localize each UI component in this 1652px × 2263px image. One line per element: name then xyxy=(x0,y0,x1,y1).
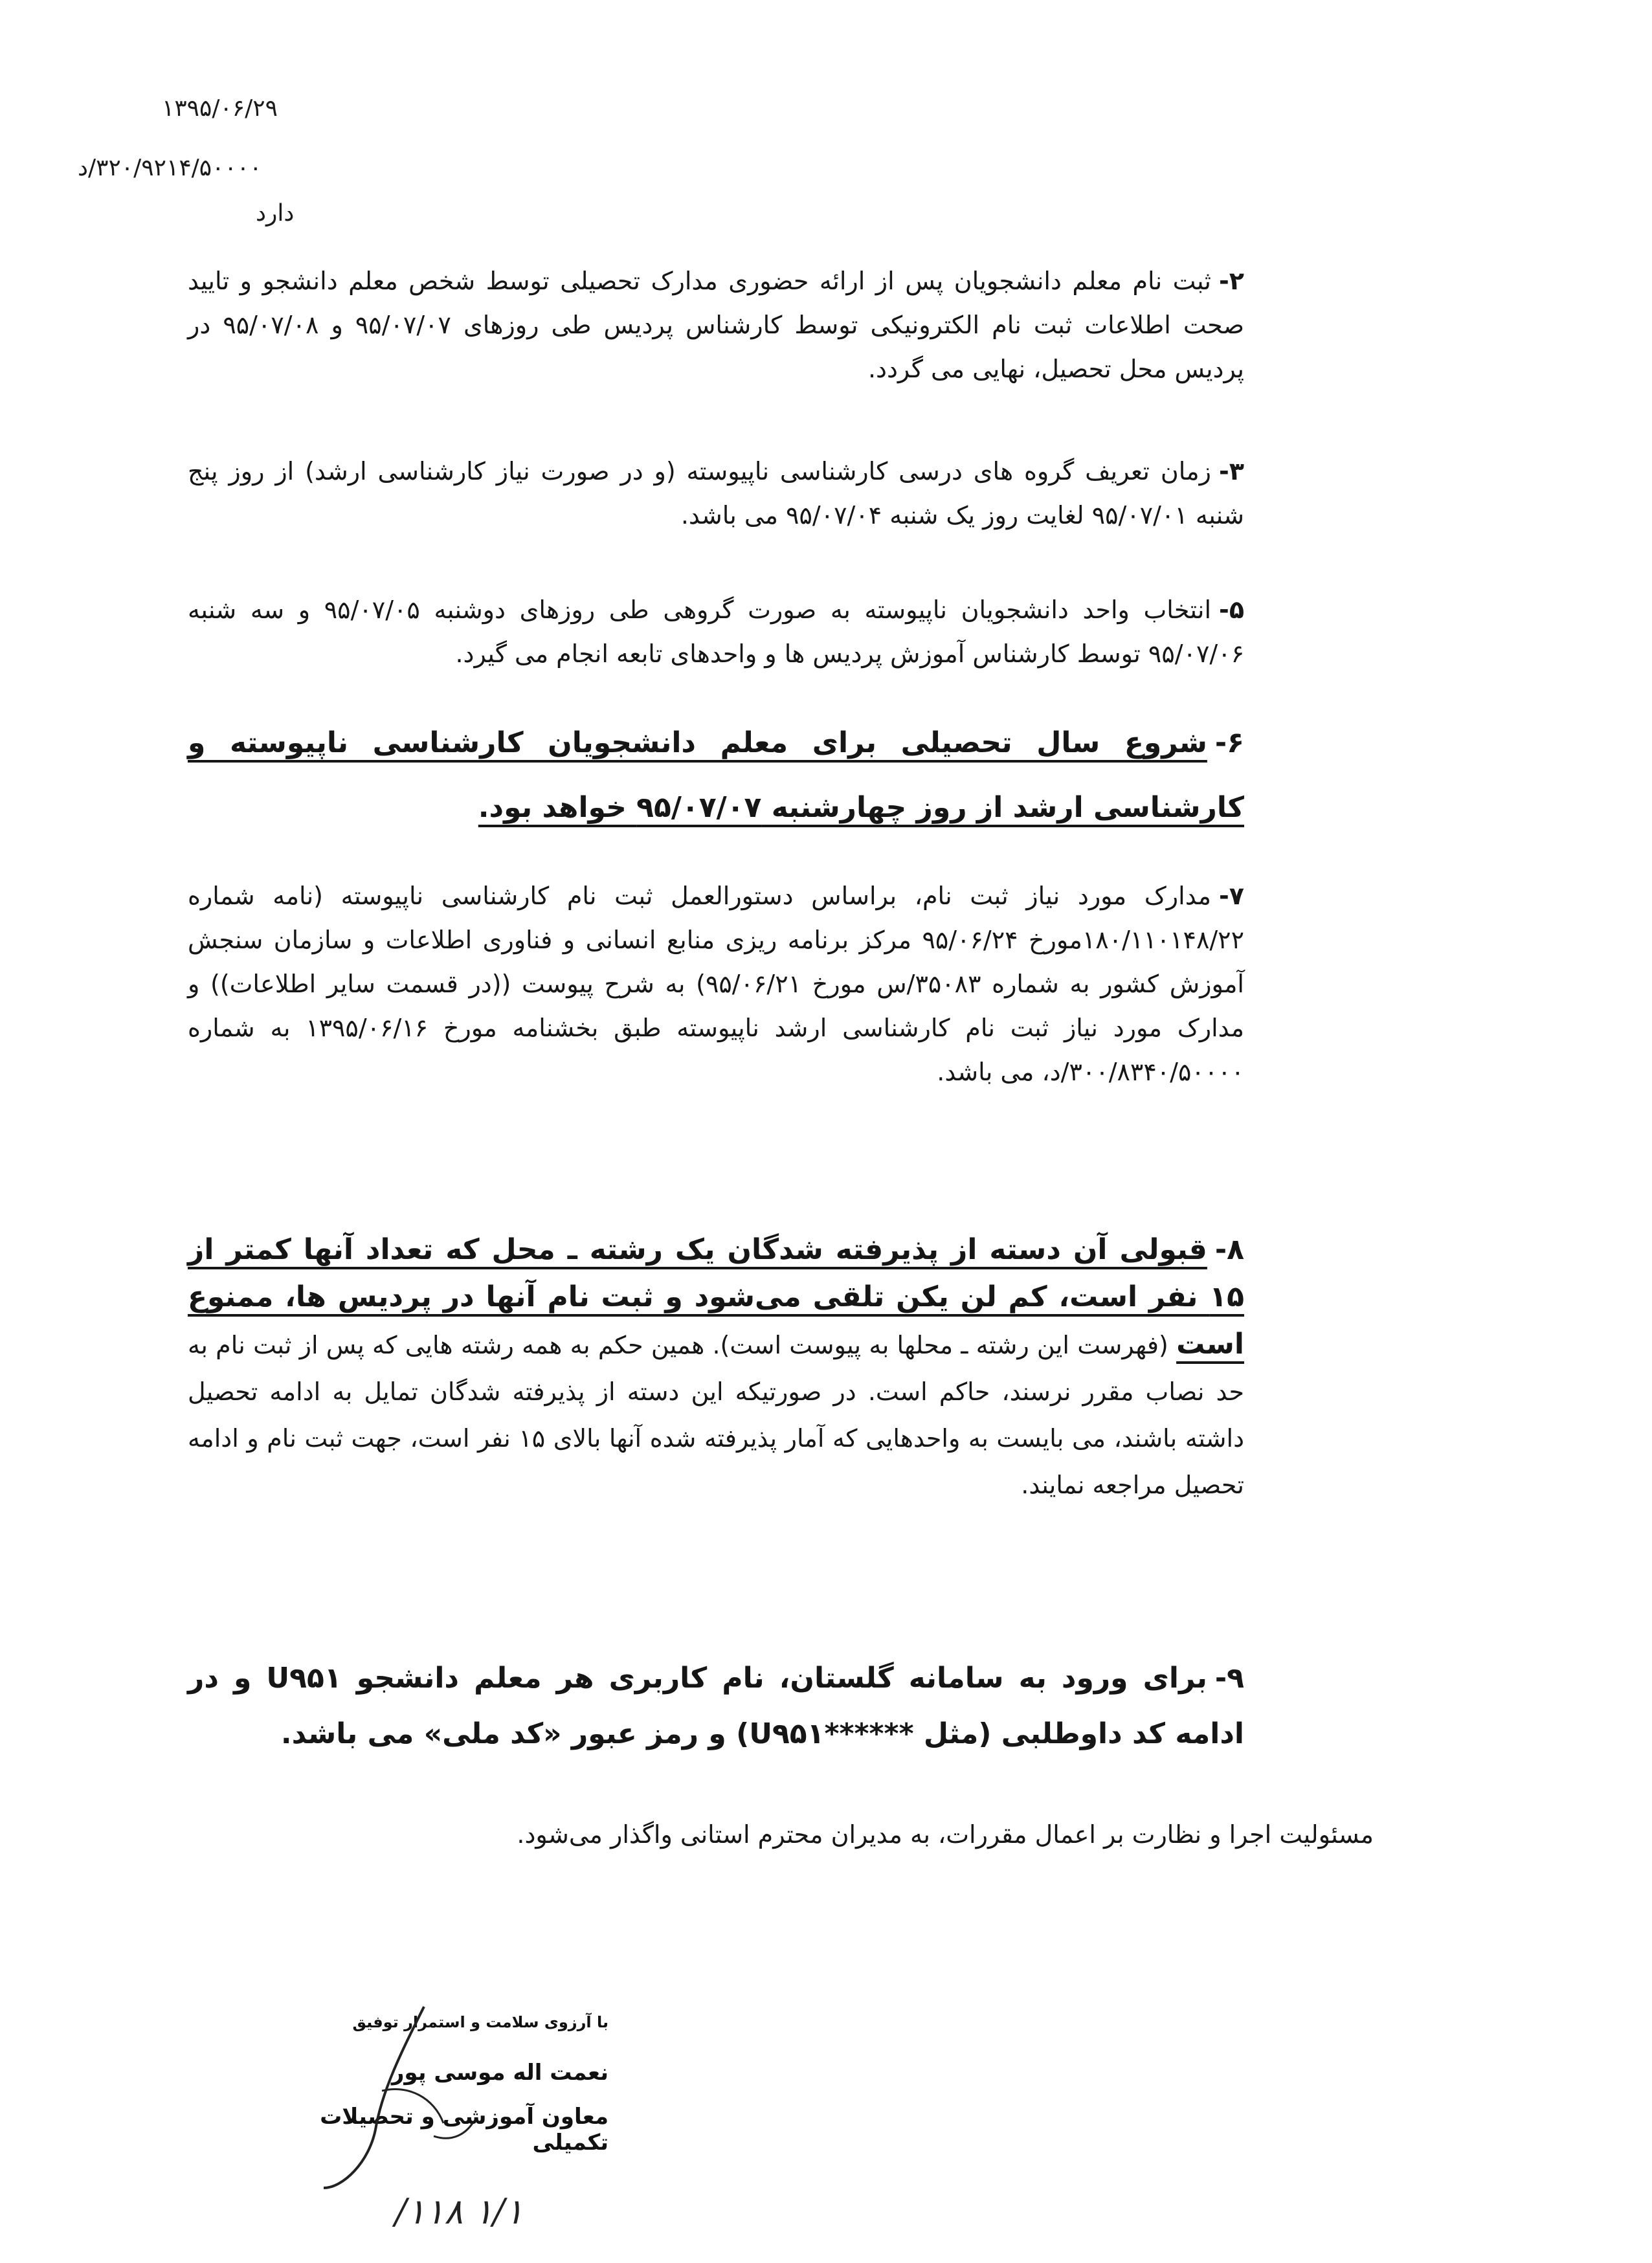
handwritten-signature xyxy=(304,1994,511,2201)
item-3 xyxy=(188,449,1244,537)
item-text-emphasized: شروع سال تحصیلی برای معلم دانشجویان کارشناسی ناپیوسته و کارشناسی ارشد از روز چهارشنبه ۹۵/۰۷/۰۷ خواهد بود. xyxy=(188,726,1244,824)
item-number: ۸- xyxy=(1214,1233,1244,1266)
signature-greeting: با آرزوی سلامت و استمرار توفیق xyxy=(352,2013,608,2031)
item-text: برای ورود به سامانه گلستان، نام کاربری هر معلم دانشجو U۹۵۱ و در ادامه کد داوطلبی (مثل ******U۹۵۱) و رمز عبور «کد ملی» می باشد. xyxy=(188,1662,1244,1750)
item-number: ۲- xyxy=(1219,267,1244,295)
item-text: ثبت نام معلم دانشجویان پس از ارائه حضوری مدارک تحصیلی توسط شخص معلم دانشجو و تایید صحت اطلاعات ثبت نام الکترونیکی توسط کارشناس پردیس طی روزهای ۹۵/۰۷/۰۷ و ۹۵/۰۷/۰۸ در پردیس محل تحصیل، نهایی می گردد. xyxy=(188,267,1244,383)
signatory-name: نعمت اله موسی پور xyxy=(391,2060,608,2086)
item-2 xyxy=(188,259,1244,391)
letter-date: ۱۳۹۵/۰۶/۲۹ xyxy=(162,95,278,122)
item-text: (فهرست این رشته ـ محلها به پیوست است). همین حکم به همه رشته هایی که پس از ثبت نام به حد نصاب مقرر نرسند، حاکم است. در صورتیکه این دسته از پذیرفته شدگان تمایل به ادامه تحصیل داشته باشند، می بایست به واحدهایی که آمار پذیرفته شده آنها بالای ۱۵ نفر است، جهت ثبت نام و ادامه تحصیل مراجعه نمایند. xyxy=(188,1331,1244,1499)
item-5 xyxy=(188,588,1244,676)
item-text-emphasized: قبولی آن دسته از پذیرفته شدگان یک رشته ـ محل که تعداد آنها کمتر از ۱۵ نفر است، کم لن یکن تلقی می‌شود و ثبت نام آنها در پردیس ها، ممنوع است xyxy=(188,1233,1244,1361)
signatory-title: معاون آموزشی و تحصیلات تکمیلی xyxy=(320,2104,608,2156)
item-8 xyxy=(188,1227,1244,1508)
item-6 xyxy=(188,711,1244,840)
attachment-status: دارد xyxy=(256,200,295,227)
item-number: ۵- xyxy=(1219,596,1245,624)
item-text: زمان تعریف گروه های درسی کارشناسی ناپیوسته (و در صورت نیاز کارشناسی ارشد) از روز پنج شنبه ۹۵/۰۷/۰۱ لغایت روز یک شنبه ۹۵/۰۷/۰۴ می باشد. xyxy=(188,457,1244,530)
item-text: انتخاب واحد دانشجویان ناپیوسته به صورت گروهی طی روزهای دوشنبه ۹۵/۰۷/۰۵ و سه شنبه ۹۵/۰۷/۰۶ توسط کارشناس آموزش پردیس ها و واحدهای تابعه انجام می گیرد. xyxy=(188,596,1244,668)
closing-statement: مسئولیت اجرا و نظارت بر اعمال مقررات، به مدیران محترم استانی واگذار می‌شود. xyxy=(517,1820,1374,1849)
item-text: مدارک مورد نیاز ثبت نام، براساس دستورالعمل ثبت نام کارشناسی ناپیوسته (نامه شماره ۱۸۰/۱۱۰۱۴۸/۲۲مورخ ۹۵/۰۶/۲۴ مرکز برنامه ریزی منابع انسانی و فناوری اطلاعات و سازمان سنجش آموزش کشور به شماره ۳۵۰۸۳/س مورخ ۹۵/۰۶/۲۱) به شرح پیوست ((در قسمت سایر اطلاعات)) و مدارک مورد نیاز ثبت نام کارشناسی ارشد ناپیوسته طبق بخشنامه مورخ ۱۳۹۵/۰۶/۱۶ به شماره ۳۰۰/۸۳۴۰/۵۰۰۰۰/د، می باشد. xyxy=(188,882,1244,1086)
item-7 xyxy=(188,874,1244,1094)
letter-number: ۳۲۰/۹۲۱۴/۵۰۰۰۰/د xyxy=(78,155,262,181)
item-number: ۷- xyxy=(1219,882,1244,910)
item-9 xyxy=(188,1651,1244,1762)
item-number: ۹- xyxy=(1214,1662,1244,1695)
item-number: ۳- xyxy=(1219,457,1244,485)
handwritten-note: ۱/۱ ۱۱۸/ xyxy=(395,2191,524,2232)
item-number: ۶- xyxy=(1214,726,1244,759)
